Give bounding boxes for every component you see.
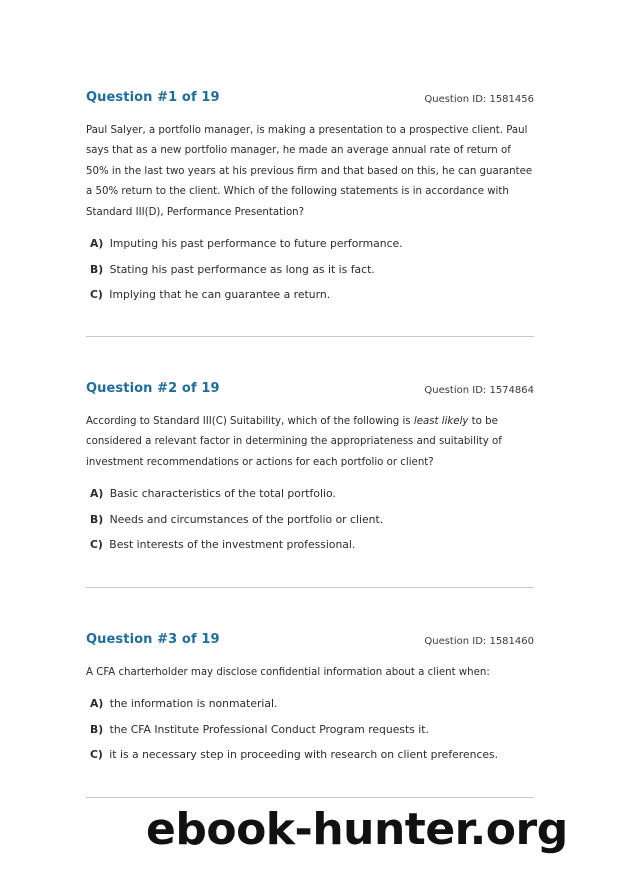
choice-text: Stating his past performance as long as it is fact. <box>109 262 375 276</box>
question-title: Question #1 of 19 <box>86 90 220 105</box>
choice-letter: A) <box>90 487 104 501</box>
answer-choices <box>86 231 534 308</box>
choice-letter: A) <box>90 237 104 251</box>
choice-text: Best interests of the investment professional. <box>109 538 356 552</box>
answer-choice-c <box>86 532 534 558</box>
answer-choices <box>86 691 534 768</box>
answer-choice-a <box>86 691 534 717</box>
choice-letter: C) <box>90 748 103 762</box>
answer-choice-a <box>86 231 534 257</box>
question-id: Question ID: 1574864 <box>424 385 534 396</box>
watermark: ebook-hunter.org <box>146 804 568 855</box>
answer-choice-c <box>86 282 534 308</box>
question-header <box>86 632 534 652</box>
choice-text: Imputing his past performance to future performance. <box>109 237 403 251</box>
choice-letter: A) <box>90 697 104 711</box>
question-text <box>86 663 534 683</box>
question-id: Question ID: 1581456 <box>424 94 534 105</box>
question-title: Question #2 of 19 <box>86 381 220 396</box>
question-title: Question #3 of 19 <box>86 632 220 647</box>
answer-choice-a <box>86 481 534 507</box>
choice-text: the CFA Institute Professional Conduct Program requests it. <box>109 722 429 736</box>
question-text-body-end: to be considered a relevant factor in determining the appropriateness and suitability of investment recommendations or actions for each portfolio or client? <box>86 416 502 468</box>
answer-choice-b <box>86 257 534 283</box>
question-text-body: A CFA charterholder may disclose confidential information about a client when: <box>86 667 490 678</box>
choice-text: it is a necessary step in proceeding with research on client preferences. <box>109 748 499 762</box>
answer-choice-b <box>86 717 534 743</box>
question-id: Question ID: 1581460 <box>424 636 534 647</box>
question-text <box>86 121 534 223</box>
divider <box>86 797 534 798</box>
answer-choice-b <box>86 507 534 533</box>
question-header <box>86 90 534 110</box>
choice-letter: B) <box>90 262 104 276</box>
choice-letter: C) <box>90 288 103 302</box>
question-1 <box>86 90 534 308</box>
divider <box>86 587 534 588</box>
choice-letter: C) <box>90 538 103 552</box>
question-text <box>86 412 534 473</box>
answer-choice-c <box>86 742 534 768</box>
choice-text: the information is nonmaterial. <box>109 697 278 711</box>
choice-text: Implying that he can guarantee a return. <box>109 288 331 302</box>
choice-text: Basic characteristics of the total portfolio. <box>109 487 336 501</box>
question-header <box>86 381 534 401</box>
choice-letter: B) <box>90 722 104 736</box>
answer-choices <box>86 481 534 558</box>
question-text-body: Paul Salyer, a portfolio manager, is making a presentation to a prospective client. Paul says that as a new portfolio manager, he made an average annual rate of return of 50% in the last two years at his previous firm and that based on this, he can guarantee a 50% return to the client. Which of the following statements is in accordance with Standard III(D), Performance Presentation? <box>86 125 533 218</box>
question-2 <box>86 381 534 558</box>
choice-letter: B) <box>90 512 104 526</box>
question-text-emphasis: least likely <box>413 416 469 427</box>
divider <box>86 336 534 337</box>
question-text-body: According to Standard III(C) Suitability, which of the following is <box>86 416 414 427</box>
choice-text: Needs and circumstances of the portfolio or client. <box>109 512 384 526</box>
question-3 <box>86 632 534 768</box>
